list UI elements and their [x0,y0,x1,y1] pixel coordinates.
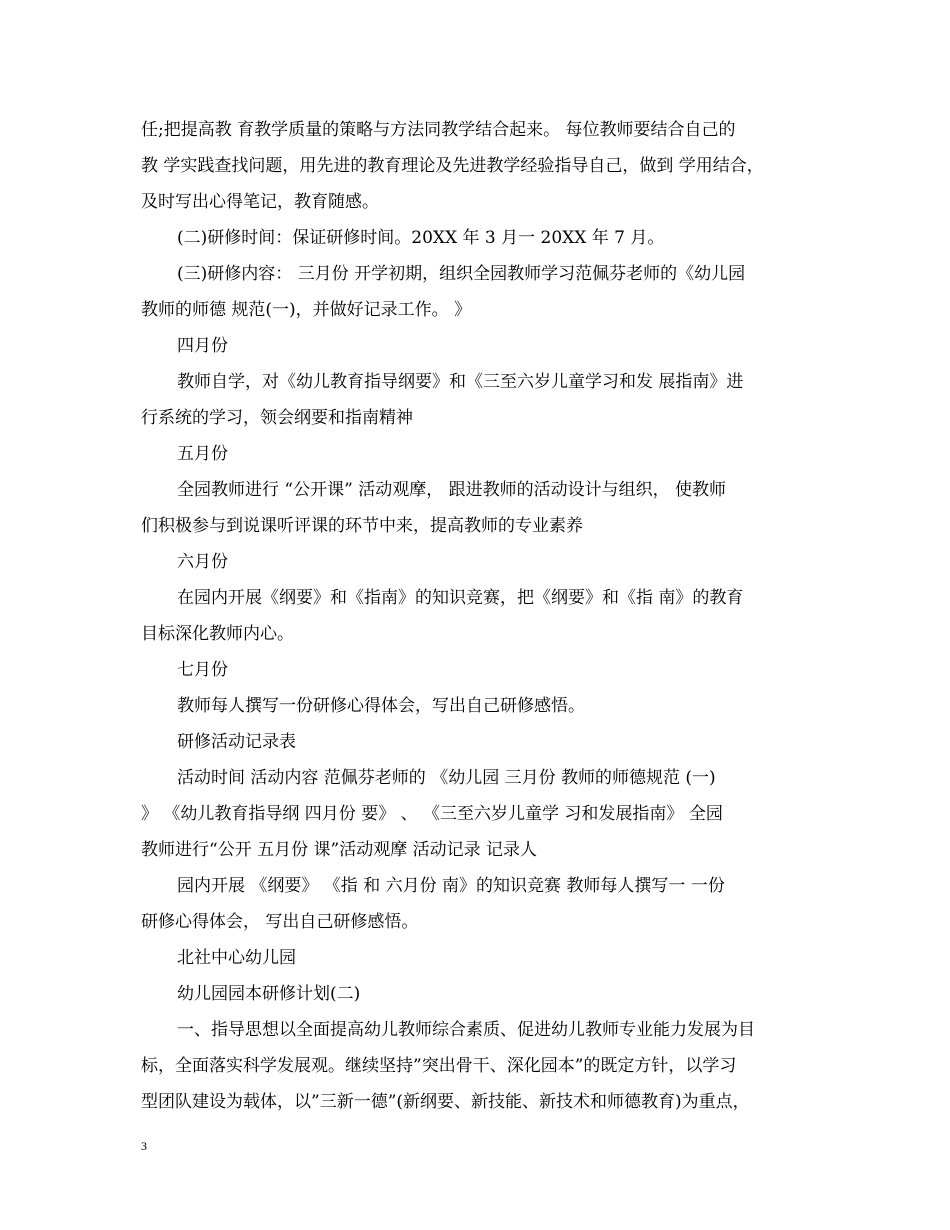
signature-line: 北社中心幼儿园 [177,948,296,968]
text-line: 活动时间 活动内容 范佩芬老师的 《幼儿园 三月份 教师的师德规范 (一) [177,768,716,788]
section-heading: 研修活动记录表 [177,732,296,752]
text-line: 行系统的学习，领会纲要和指南精神 [141,408,413,428]
text-line: 》 《幼儿教育指导纲 四月份 要》 、 《三至六岁儿童学 习和发展指南》 全园 [141,804,723,824]
text-line: 教师自学，对《幼儿教育指导纲要》和《三至六岁儿童学习和发 展指南》进 [177,372,744,392]
section-heading: 四月份 [177,336,228,356]
text-line: 目标深化教师内心。 [141,624,294,644]
text-line: 教师的师德 规范(一)，并做好记录工作。 》 [141,300,472,320]
text-line: 园内开展 《纲要》 《指 和 六月份 南》的知识竞赛 教师每人撰写一 一份 [177,876,725,896]
page-number: 3 [141,1139,147,1153]
text-line: 教 学实践查找问题，用先进的教育理论及先进教学经验指导自己，做到 学用结合， [141,156,764,176]
text-line: 型团队建设为载体，以”三新一德”(新纲要、新技能、新技术和师德教育)为重点， [141,1092,750,1112]
section-heading: 六月份 [177,552,228,572]
text-line: 任;把提高教 育教学质量的策略与方法同教学结合起来。 每位教师要结合自己的 [141,120,736,140]
text-line: 教师每人撰写一份研修心得体会，写出自己研修感悟。 [177,696,585,716]
text-line: (三)研修内容： 三月份 开学初期，组织全园教师学习范佩芬老师的《幼儿园 [177,264,746,284]
text-line: 教师进行“公开 五月份 课”活动观摩 活动记录 记录人 [141,840,537,860]
document-title: 幼儿园园本研修计划(二) [177,984,361,1004]
text-line: 标，全面落实科学发展观。继续坚持”突出骨干、深化园本”的既定方针，以学习 [141,1056,737,1076]
text-line: 及时写出心得笔记，教育随感。 [141,192,379,212]
text-line: 研修心得体会， 写出自己研修感悟。 [141,912,419,932]
text-line: 一、指导思想以全面提高幼儿教师综合素质、促进幼儿教师专业能力发展为目 [177,1020,755,1040]
text-line: 们积极参与到说课听评课的环节中来，提高教师的专业素养 [141,516,583,536]
section-heading: 七月份 [177,660,228,680]
section-heading: 五月份 [177,444,228,464]
text-line: 在园内开展《纲要》和《指南》的知识竞赛，把《纲要》和《指 南》的教育 [177,588,744,608]
text-line: (二)研修时间：保证研修时间。20XX 年 3 月一 20XX 年 7 月。 [177,228,665,248]
text-line: 全园教师进行 “公开课” 活动观摩， 跟进教师的活动设计与组织， 使教师 [177,480,726,500]
